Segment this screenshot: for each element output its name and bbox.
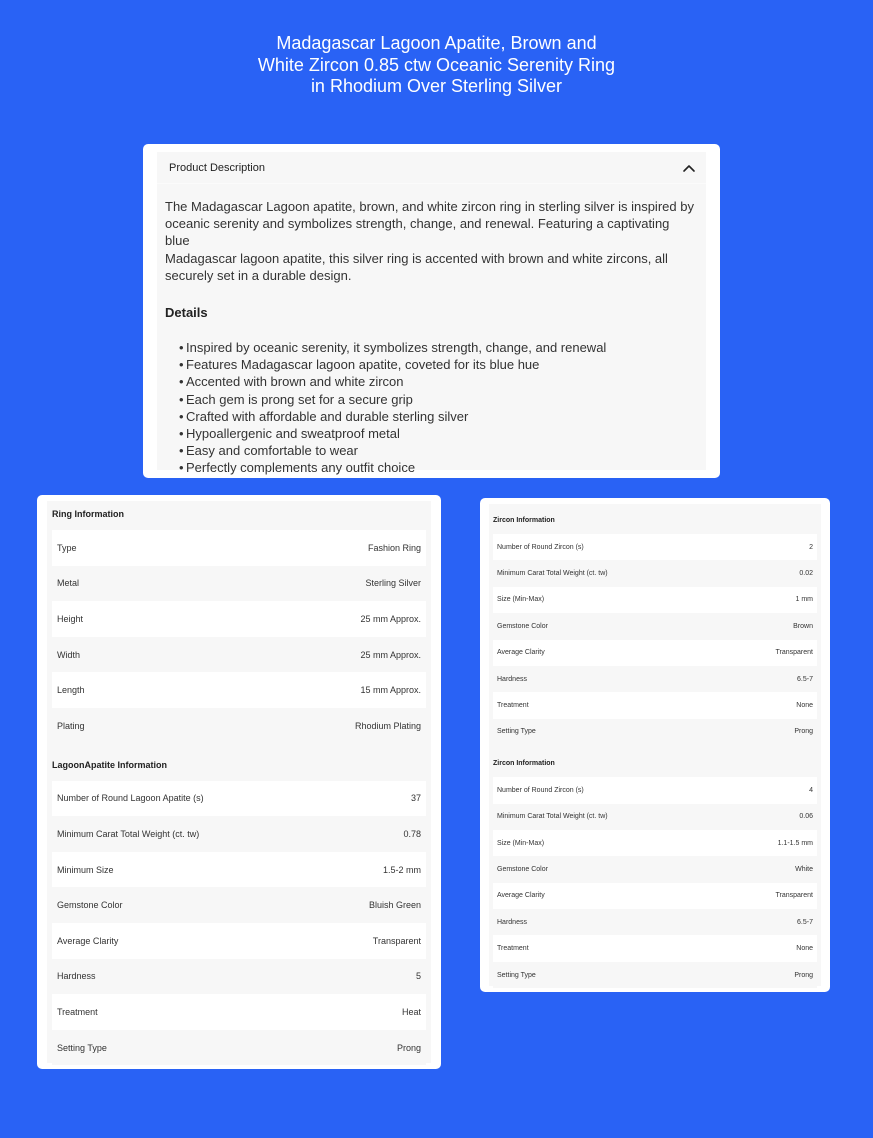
table-row	[493, 640, 817, 666]
row-value: None	[796, 945, 813, 953]
row-value: Prong	[396, 1042, 421, 1053]
row-value: Sterling Silver	[365, 578, 421, 589]
zircon-brown-table	[493, 534, 817, 745]
row-label: Hardness	[497, 675, 527, 683]
table-row	[52, 637, 426, 673]
product-description-card	[143, 144, 720, 478]
row-value: Transparent	[775, 892, 813, 900]
row-label: Treatment	[57, 1006, 98, 1017]
row-label: Number of Round Lagoon Apatite (s)	[57, 793, 204, 804]
table-row	[493, 830, 817, 856]
zircon-white-table	[493, 777, 817, 988]
chevron-up-icon[interactable]	[682, 161, 696, 175]
row-value: 0.06	[799, 813, 813, 821]
row-value: 1.1-1.5 mm	[777, 839, 813, 847]
description-line: oceanic serenity and symbolizes strength, change, and renewal. Featuring a captivating blue	[165, 216, 670, 249]
table-row	[52, 852, 426, 888]
table-row	[52, 601, 426, 637]
product-description-panel	[157, 152, 706, 476]
table-row	[493, 856, 817, 882]
row-value: 5	[415, 971, 421, 982]
ring-info-table	[52, 530, 426, 744]
row-label: Treatment	[497, 702, 529, 710]
table-row	[52, 566, 426, 602]
row-value: 15 mm Approx.	[360, 685, 421, 696]
row-label: Hardness	[497, 918, 527, 926]
row-label: Metal	[57, 578, 80, 589]
ring-information-card	[37, 495, 441, 1069]
row-value: Heat	[401, 1006, 421, 1017]
row-value: 4	[809, 786, 813, 794]
table-row	[52, 959, 426, 995]
row-label: Width	[57, 649, 81, 660]
row-value: Bluish Green	[368, 900, 421, 911]
table-row	[52, 994, 426, 1030]
table-row	[493, 962, 817, 988]
row-value: 1 mm	[795, 596, 813, 604]
table-row	[52, 887, 426, 923]
description-line: Madagascar lagoon apatite, this silver ring is accented with brown and white zircons, all	[165, 250, 668, 266]
details-list	[165, 339, 694, 477]
row-label: Minimum Carat Total Weight (ct. tw)	[497, 570, 608, 578]
page-title-line: White Zircon 0.85 ctw Oceanic Serenity Ring	[257, 54, 616, 75]
product-description-label: Product Description	[169, 161, 265, 174]
table-row	[493, 777, 817, 803]
row-label: Hardness	[57, 971, 96, 982]
row-label: Number of Round Zircon (s)	[497, 543, 584, 551]
table-row	[493, 666, 817, 692]
row-label: Average Clarity	[497, 892, 545, 900]
list-item: • Inspired by oceanic serenity, it symbolizes strength, change, and renewal	[179, 339, 694, 356]
row-label: Type	[57, 542, 77, 553]
row-value: Brown	[793, 622, 813, 630]
row-value: 0.78	[403, 828, 421, 839]
product-description-text	[165, 198, 694, 284]
row-value: White	[795, 865, 813, 873]
row-value: 2	[809, 543, 813, 551]
table-row	[52, 781, 426, 817]
description-line: securely set in a durable design.	[165, 267, 352, 283]
row-label: Number of Round Zircon (s)	[497, 786, 584, 794]
table-row	[493, 560, 817, 586]
table-row	[52, 1030, 426, 1066]
row-value: None	[796, 702, 813, 710]
zircon-information-panel	[489, 504, 821, 986]
row-label: Setting Type	[497, 971, 536, 979]
row-value: Rhodium Plating	[354, 720, 421, 731]
row-label: Gemstone Color	[497, 622, 548, 630]
row-label: Height	[57, 613, 84, 624]
row-label: Size (Min-Max)	[497, 839, 545, 847]
zircon-information-card	[480, 498, 830, 992]
row-value: 25 mm Approx.	[360, 613, 421, 624]
row-value: Prong	[794, 728, 813, 736]
row-value: 6.5-7	[797, 675, 813, 683]
page-title	[0, 33, 873, 98]
table-row	[493, 719, 817, 745]
row-label: Minimum Size	[57, 864, 114, 875]
row-value: 1.5-2 mm	[382, 864, 421, 875]
list-item: • Hypoallergenic and sweatproof metal	[179, 425, 694, 442]
row-value: 37	[410, 793, 421, 804]
table-row	[493, 935, 817, 961]
row-label: Gemstone Color	[57, 900, 123, 911]
row-label: Setting Type	[57, 1042, 107, 1053]
table-row	[52, 923, 426, 959]
row-value: 6.5-7	[797, 918, 813, 926]
row-value: Prong	[794, 971, 813, 979]
table-row	[493, 883, 817, 909]
list-item: • Each gem is prong set for a secure grip	[179, 391, 694, 408]
description-line: The Madagascar Lagoon apatite, brown, and white zircon ring in sterling silver is inspired by	[165, 199, 694, 214]
row-value: 25 mm Approx.	[360, 649, 421, 660]
table-row	[52, 708, 426, 744]
list-item: • Accented with brown and white zircon	[179, 373, 694, 390]
table-row	[493, 587, 817, 613]
page-title-line: in Rhodium Over Sterling Silver	[310, 76, 563, 96]
section-title: LagoonApatite Information	[47, 752, 431, 781]
apatite-info-table	[52, 781, 426, 1066]
list-item: • Crafted with affordable and durable sterling silver	[179, 408, 694, 425]
table-row	[493, 613, 817, 639]
row-label: Plating	[57, 720, 85, 731]
list-item: • Perfectly complements any outfit choice	[179, 459, 694, 476]
row-label: Minimum Carat Total Weight (ct. tw)	[57, 828, 200, 839]
row-label: Length	[57, 685, 85, 696]
row-label: Setting Type	[497, 728, 536, 736]
row-label: Size (Min-Max)	[497, 596, 545, 604]
ring-information-panel	[47, 501, 431, 1063]
table-row	[493, 534, 817, 560]
list-item: • Features Madagascar lagoon apatite, coveted for its blue hue	[179, 356, 694, 373]
table-row	[493, 692, 817, 718]
row-value: Transparent	[372, 935, 421, 946]
row-value: 0.02	[799, 570, 813, 578]
row-label: Average Clarity	[497, 649, 545, 657]
product-description-header[interactable]	[157, 152, 706, 184]
section-title: Ring Information	[47, 501, 431, 530]
table-row	[493, 804, 817, 830]
row-label: Average Clarity	[57, 935, 119, 946]
list-item: • Easy and comfortable to wear	[179, 442, 694, 459]
section-title: Zircon Information	[493, 760, 555, 768]
row-value: Transparent	[775, 649, 813, 657]
table-row	[52, 530, 426, 566]
table-row	[52, 672, 426, 708]
row-label: Treatment	[497, 945, 529, 953]
section-title: Zircon Information	[493, 517, 555, 524]
row-label: Minimum Carat Total Weight (ct. tw)	[497, 813, 608, 821]
page-title-line: Madagascar Lagoon Apatite, Brown and	[276, 33, 597, 53]
details-heading: Details	[165, 305, 208, 321]
table-row	[52, 816, 426, 852]
row-value: Fashion Ring	[367, 542, 421, 553]
table-row	[493, 909, 817, 935]
row-label: Gemstone Color	[497, 865, 548, 873]
